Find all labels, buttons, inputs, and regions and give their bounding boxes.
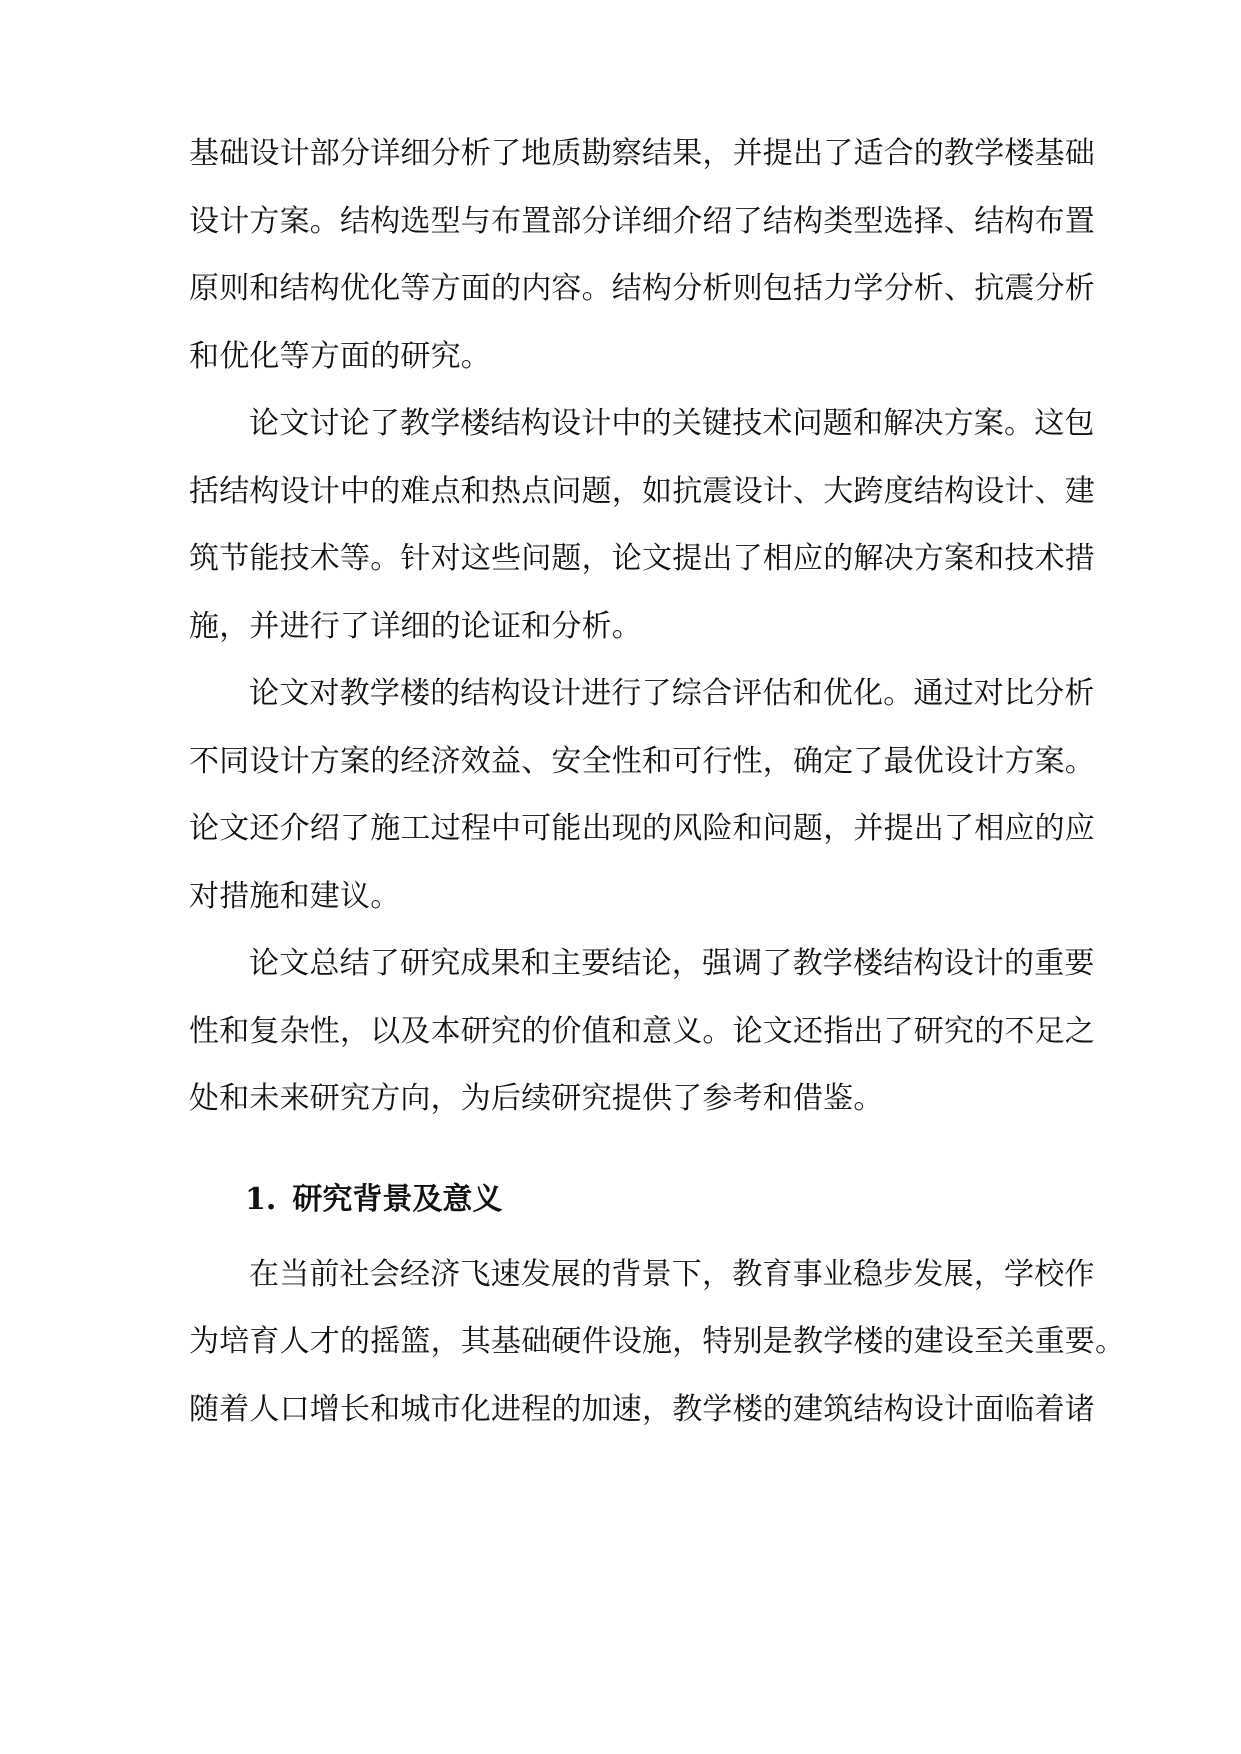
- text-line: 论文总结了研究成果和主要结论，强调了教学楼结构设计的重要: [249, 946, 1095, 981]
- text-line: 括结构设计中的难点和热点问题，如抗震设计、大跨度结构设计、建: [189, 474, 1095, 509]
- text-line: 论文还介绍了施工过程中可能出现的风险和问题，并提出了相应的应: [189, 811, 1095, 846]
- text-line: 论文讨论了教学楼结构设计中的关键技术问题和解决方案。这包: [249, 406, 1095, 441]
- text-line: 施，并进行了详细的论证和分析。: [189, 609, 642, 644]
- text-line: 处和未来研究方向，为后续研究提供了参考和借鉴。: [189, 1081, 884, 1116]
- text-line: 设计方案。结构选型与布置部分详细介绍了结构类型选择、结构布置: [189, 204, 1095, 239]
- text-line: 为培育人才的摇篮，其基础硬件设施，特别是教学楼的建设至关重要。: [189, 1324, 1126, 1359]
- text-line: 对措施和建议。: [189, 879, 401, 914]
- text-line: 性和复杂性，以及本研究的价值和意义。论文还指出了研究的不足之: [189, 1014, 1095, 1049]
- section-heading: [245, 1178, 502, 1222]
- section-title: 研究背景及意义: [292, 1182, 503, 1217]
- text-line: 和优化等方面的研究。: [189, 339, 491, 374]
- text-line: 原则和结构优化等方面的内容。结构分析则包括力学分析、抗震分析: [189, 271, 1095, 306]
- text-line: 随着人口增长和城市化进程的加速，教学楼的建筑结构设计面临着诸: [189, 1392, 1095, 1427]
- text-line: 不同设计方案的经济效益、安全性和可行性，确定了最优设计方案。: [189, 744, 1095, 779]
- text-line: 在当前社会经济飞速发展的背景下，教育事业稳步发展，学校作: [249, 1257, 1095, 1292]
- text-line: 筑节能技术等。针对这些问题，论文提出了相应的解决方案和技术措: [189, 541, 1095, 576]
- section-number: 1.: [245, 1182, 277, 1217]
- text-line: 基础设计部分详细分析了地质勘察结果，并提出了适合的教学楼基础: [189, 136, 1095, 171]
- text-line: 论文对教学楼的结构设计进行了综合评估和优化。通过对比分析: [249, 676, 1095, 711]
